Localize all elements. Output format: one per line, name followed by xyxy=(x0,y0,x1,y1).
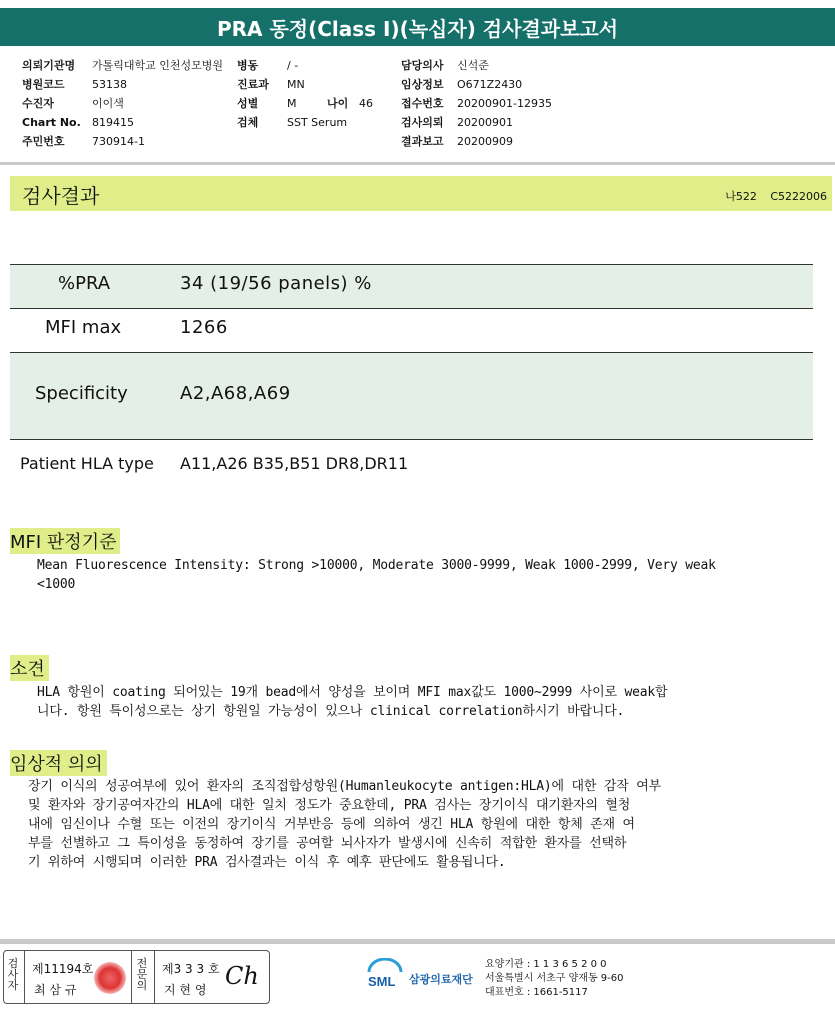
label-ward: 병동 xyxy=(237,59,259,72)
value-clinical-info: O671Z2430 xyxy=(457,78,523,91)
result-value-mfi-max: 1266 xyxy=(180,317,228,338)
result-value-specificity: A2,A68,A69 xyxy=(180,383,291,404)
org-info xyxy=(485,958,624,1000)
label-request-date: 검사의뢰 xyxy=(401,116,444,129)
finding-text xyxy=(37,683,827,721)
value-hospital-code: 53138 xyxy=(92,78,127,91)
label-clinical-info: 임상정보 xyxy=(401,78,444,91)
clinical-line5: 기 위하여 시행되며 이러한 PRA 검사결과는 이식 후 예후 판단에도 활용됩니다. xyxy=(28,855,506,870)
label-physician: 담당의사 xyxy=(401,59,444,72)
sig-divider-3 xyxy=(154,951,155,1003)
value-report-date: 20200909 xyxy=(457,135,513,148)
table-line-3 xyxy=(10,439,813,440)
label-report-date: 결과보고 xyxy=(401,135,444,148)
examiner-name: 최 삼 규 xyxy=(34,983,77,997)
value-sex: M xyxy=(287,97,297,110)
table-line-2 xyxy=(10,352,813,353)
org-phone: 대표번호 : 1661-5117 xyxy=(485,987,588,998)
label-department: 진료과 xyxy=(237,78,269,91)
org-name: 삼광의료재단 xyxy=(409,973,473,986)
value-specimen: SST Serum xyxy=(287,116,348,129)
header-col3 xyxy=(401,56,552,151)
label-sex: 성별 xyxy=(237,97,259,110)
value-chart-no: 819415 xyxy=(92,116,134,129)
value-institution: 가톨릭대학교 인천성모병원 xyxy=(92,59,224,72)
row-bg-pra xyxy=(10,265,813,308)
report-title: PRA 동정(Class I)(녹십자) 검사결과보고서 xyxy=(0,8,835,46)
label-chart-no: Chart No. xyxy=(22,116,81,129)
value-patient: 이이색 xyxy=(92,97,124,110)
result-code2: C5222006 xyxy=(770,190,827,203)
header-col1 xyxy=(22,56,223,151)
value-receipt-no: 20200901-12935 xyxy=(457,97,552,110)
value-department: MN xyxy=(287,78,305,91)
sig-divider-1 xyxy=(24,951,25,1003)
signature-icon: Ch xyxy=(225,962,259,990)
agency-code: 요양기관 : 1 1 3 6 5 2 0 0 xyxy=(485,959,607,970)
clinical-line2: 및 환자와 장기공여자간의 HLA에 대한 일치 정도가 중요한데, PRA 검사는 장기이식 대기환자의 혈청 xyxy=(28,798,631,813)
value-ward: / - xyxy=(287,59,299,72)
result-label-mfi-max: MFI max xyxy=(45,317,122,338)
header-sex-age xyxy=(237,94,373,113)
result-label-pra: %PRA xyxy=(58,273,111,294)
mfi-criteria-text xyxy=(37,556,827,594)
result-value-pra: 34 (19/56 panels) % xyxy=(180,273,372,294)
clinical-line1: 장기 이식의 성공여부에 있어 환자의 조직접합성항원(Humanleukocyte antigen:HLA)에 대한 감작 여부 xyxy=(28,779,661,794)
result-section-title: 검사결과 xyxy=(22,184,100,208)
label-age: 나이 xyxy=(327,97,349,110)
row-bg-specificity xyxy=(10,353,813,439)
label-receipt-no: 접수번호 xyxy=(401,97,444,110)
clinical-line4: 부를 선별하고 그 특이성을 동정하여 장기를 공여할 뇌사자가 발생시에 신속히 적합한 환자를 선택하 xyxy=(28,836,627,851)
mfi-line1: Mean Fluorescence Intensity: Strong >10000, Moderate 3000-9999, Weak 1000-2999, Very weak xyxy=(37,558,716,573)
org-address: 서울특별시 서초구 양재동 9-60 xyxy=(485,973,624,984)
value-physician: 신석준 xyxy=(457,59,489,72)
value-age: 46 xyxy=(359,97,373,110)
clinical-text xyxy=(28,777,828,872)
result-value-hla-type: A11,A26 B35,B51 DR8,DR11 xyxy=(180,454,409,473)
finding-line2: 니다. 항원 특이성으로는 상기 항원일 가능성이 있으나 clinical correlation하시기 바랍니다. xyxy=(37,704,625,719)
sml-logo-text: SML xyxy=(368,974,396,989)
approver-no: 제3 3 3 호 xyxy=(162,962,220,976)
sig-divider-2 xyxy=(131,951,132,1003)
label-institution: 의뢰기관명 xyxy=(22,59,76,72)
mfi-line2: <1000 xyxy=(37,577,76,592)
table-line-top xyxy=(10,264,813,265)
mfi-section-title: MFI 판정기준 xyxy=(10,528,120,554)
result-section-codes xyxy=(725,188,827,204)
value-request-date: 20200901 xyxy=(457,116,513,129)
value-resident-no: 730914-1 xyxy=(92,135,145,148)
finding-line1: HLA 항원이 coating 되어있는 19개 bead에서 양성을 보이며 MFI max값도 1000~2999 사이로 weak합 xyxy=(37,685,668,700)
approver-label: 전문의 xyxy=(136,957,148,992)
clinical-line3: 내에 임신이나 수혈 또는 이전의 장기이식 거부반응 등에 의하여 생긴 HLA 항원에 대한 항체 존재 여 xyxy=(28,817,635,832)
label-hospital-code: 병원코드 xyxy=(22,78,65,91)
header-divider xyxy=(0,162,835,165)
result-label-hla-type: Patient HLA type xyxy=(20,454,154,473)
examiner-no: 제11194호 xyxy=(32,962,94,976)
label-specimen: 검체 xyxy=(237,116,259,129)
label-resident-no: 주민번호 xyxy=(22,135,65,148)
sml-logo-icon xyxy=(365,958,405,994)
examiner-label: 검사자 xyxy=(7,957,19,992)
result-label-specificity: Specificity xyxy=(35,383,128,404)
result-code1: 나522 xyxy=(725,190,757,203)
approver-name: 지 현 영 xyxy=(164,983,207,997)
footer-divider xyxy=(0,939,835,944)
label-patient: 수진자 xyxy=(22,97,54,110)
table-line-1 xyxy=(10,308,813,309)
clinical-section-title: 임상적 의의 xyxy=(10,750,107,776)
finding-section-title: 소견 xyxy=(10,655,49,681)
seal-stamp-icon xyxy=(94,962,126,994)
result-section-band xyxy=(10,176,832,211)
